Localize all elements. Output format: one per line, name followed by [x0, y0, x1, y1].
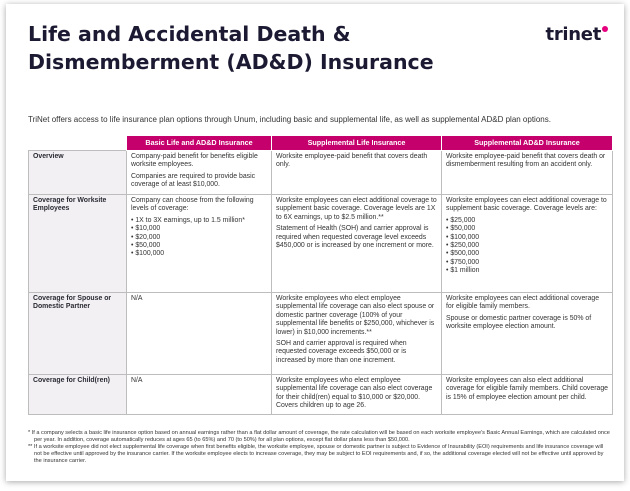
cell-basic — [127, 151, 272, 195]
title-line-2: Dismemberment (AD&D) Insurance — [28, 50, 434, 74]
list-item: • $100,000 — [446, 234, 608, 242]
row-label: Coverage for Child(ren) — [29, 375, 127, 415]
column-header-supplemental-life: Supplemental Life Insurance — [272, 136, 442, 151]
cell-text: N/A — [131, 295, 143, 302]
header-blank-cell — [29, 136, 127, 151]
list-item: • $20,000 — [131, 234, 267, 242]
list-item: • $100,000 — [131, 250, 267, 258]
footnote: * If a company selects a basic life insurance option based on annual earnings rather than a flat dollar amount of coverage, the rate calculation will be based on each worksite employee's Basic Annual Earnings, which are calculated once per year. In addition, coverage automatically reduces at ages 65 (to 65%) and 70 (to 50%) for all plan options, except flat dollar plans less than $50,000. — [28, 430, 610, 443]
cell-supplemental-add — [442, 195, 613, 293]
list-item: • $10,000 — [131, 225, 267, 233]
list-item: • $25,000 — [446, 217, 608, 225]
table-header-row — [29, 136, 613, 151]
row-label: Coverage for Worksite Employees — [29, 195, 127, 293]
page-title — [28, 20, 508, 76]
cell-basic — [127, 293, 272, 375]
cell-text: Statement of Health (SOH) and carrier approval is required when requested coverage level exceeds $450,000 or is increased by one increment or more. — [276, 225, 434, 250]
list-item: • $750,000 — [446, 259, 608, 267]
cell-text: Spouse or domestic partner coverage is 50% of worksite employee election amount. — [446, 314, 592, 331]
list-item: • $1 million — [446, 267, 608, 275]
list-item: • $50,000 — [446, 225, 608, 233]
cell-supplemental-life — [272, 293, 442, 375]
list-item: • $50,000 — [131, 242, 267, 250]
row-label: Overview — [29, 151, 127, 195]
title-line-1: Life and Accidental Death & — [28, 22, 351, 46]
cell-supplemental-life — [272, 195, 442, 293]
list-item: • 1X to 3X earnings, up to 1.5 million* — [131, 217, 267, 225]
footnotes — [28, 430, 612, 465]
cell-text: Company-paid benefit for benefits eligible worksite employees. — [131, 153, 258, 169]
list-item: • $250,000 — [446, 242, 608, 250]
cell-text: Worksite employee-paid benefit that covers death only. — [276, 153, 428, 169]
cell-text: N/A — [131, 377, 143, 384]
cell-basic — [127, 195, 272, 293]
logo-text: trinet — [545, 24, 601, 45]
footnote: ** If a worksite employee did not elect supplemental life coverage when first benefits eligible, the worksite employee, spouse or domestic partner is subject to Evidence of Insurability (EOI) requirements and life insurance coverage will not be effective until approved by the insurance carrier. If the worksite employee elects to increase coverage, they may be subject to EOI requirements and, if so, the additional coverage elected will not be effective until approved by the insurance carrier. — [28, 444, 604, 464]
list-item: • $500,000 — [446, 250, 608, 258]
cell-text: Worksite employees who elect employee supplemental life coverage can also elect coverage for their child(ren) equal to $10,000 or $20,000. Covers children up to age 26. — [276, 377, 433, 410]
coverage-level-list — [446, 217, 608, 276]
coverage-table — [28, 135, 613, 415]
cell-text: Companies are required to provide basic coverage of at least $10,000. — [131, 172, 256, 189]
cell-text: Worksite employees can elect additional coverage for eligible family members. — [446, 295, 600, 311]
cell-basic — [127, 375, 272, 415]
coverage-level-list — [131, 217, 267, 259]
cell-text: Worksite employees can also elect additional coverage for eligible family members. Child coverage is 15% of employee election amount per child. — [446, 377, 609, 401]
cell-supplemental-life — [272, 151, 442, 195]
cell-text: Worksite employees who elect employee supplemental life coverage can also elect spouse or domestic partner coverage (100% of your supplemental life benefits or $250,000, whichever is lower) in $10,000 increments.** — [276, 295, 435, 336]
column-header-supplemental-add: Supplemental AD&D Insurance — [442, 136, 613, 151]
cell-supplemental-add — [442, 151, 613, 195]
cell-text: Worksite employee-paid benefit that covers death or dismemberment resulting from an accident only. — [446, 153, 606, 169]
row-label: Coverage for Spouse or Domestic Partner — [29, 293, 127, 375]
cell-supplemental-add — [442, 375, 613, 415]
cell-supplemental-add — [442, 293, 613, 375]
document-page — [6, 4, 624, 481]
table-row — [29, 151, 613, 195]
cell-text: Worksite employees can elect additional coverage to supplement basic coverage. Coverage levels are 1X to 6X earnings, up to $2.5 million.** — [276, 197, 437, 221]
logo-dot-icon — [602, 26, 608, 32]
cell-text: Worksite employees can elect additional coverage to supplement basic coverage. Coverage levels are: — [446, 197, 607, 213]
intro-text: TriNet offers access to life insurance plan options through Unum, including basic and supplemental life, as well as supplemental AD&D plan options. — [28, 115, 551, 124]
table-row — [29, 293, 613, 375]
cell-text: SOH and carrier approval is required when requested coverage exceeds $50,000 or is increased by more than one increment. — [276, 340, 407, 364]
cell-supplemental-life — [272, 375, 442, 415]
table-row — [29, 195, 613, 293]
column-header-basic: Basic Life and AD&D Insurance — [127, 136, 272, 151]
cell-text: Company can choose from the following levels of coverage: — [131, 197, 254, 213]
table-row — [29, 375, 613, 415]
trinet-logo — [546, 24, 608, 45]
